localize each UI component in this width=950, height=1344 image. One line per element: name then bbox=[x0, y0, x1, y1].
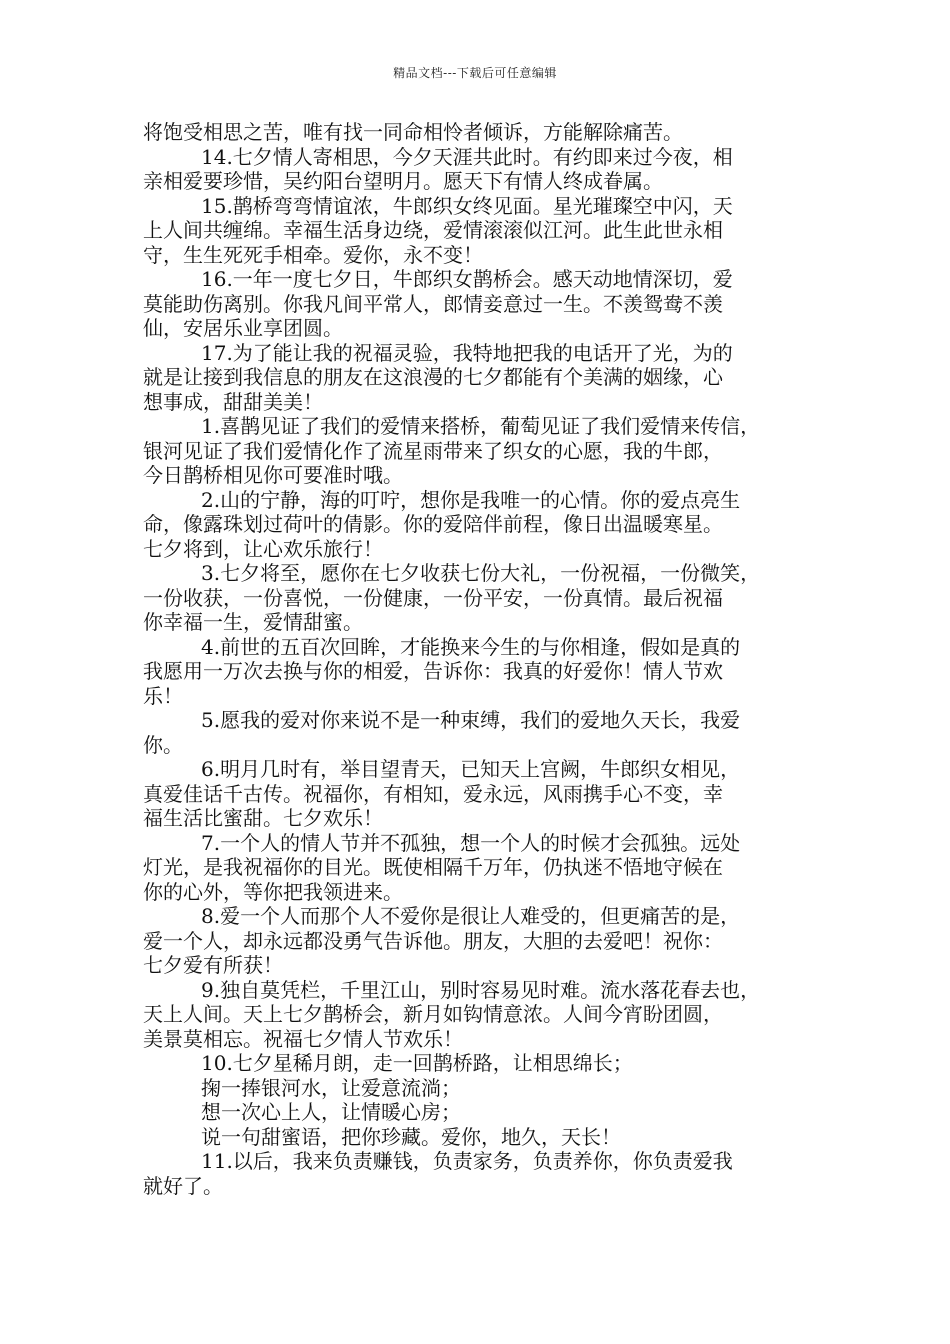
text-line: 8.爱一个人而那个人不爱你是很让人难受的，但更痛苦的是， bbox=[201, 904, 741, 928]
text-line: 爱一个人，却永远都没勇气告诉他。朋友，大胆的去爱吧！祝你： bbox=[143, 928, 723, 953]
text-line: 将饱受相思之苦，唯有找一同命相怜者倾诉，方能解除痛苦。 bbox=[143, 120, 683, 144]
document-body bbox=[143, 120, 813, 1198]
text-line: 就是让接到我信息的朋友在这浪漫的七夕都能有个美满的姻缘，心 bbox=[143, 365, 723, 389]
text-line: 11.以后，我来负责赚钱，负责家务，负责养你，你负责爱我 bbox=[201, 1149, 733, 1173]
text-line: 15.鹊桥弯弯情谊浓，牛郎织女终见面。星光璀璨空中闪，天 bbox=[201, 193, 733, 218]
text-line: 你的心外，等你把我领进来。 bbox=[143, 879, 403, 904]
text-line: 银河见证了我们爱情化作了流星雨带来了织女的心愿，我的牛郎， bbox=[143, 438, 723, 463]
text-line: 我愿用一万次去换与你的相爱，告诉你：我真的好爱你！情人节欢 bbox=[143, 659, 723, 683]
text-line: 今日鹊桥相见你可要准时哦。 bbox=[143, 463, 403, 487]
text-line: 2.山的宁静，海的叮咛，想你是我唯一的心情。你的爱点亮生 bbox=[201, 487, 741, 512]
text-line: 4.前世的五百次回眸，才能换来今生的与你相逢，假如是真的 bbox=[201, 634, 741, 659]
text-line: 美景莫相忘。祝福七夕情人节欢乐！ bbox=[143, 1026, 463, 1051]
text-line: 七夕爱有所获！ bbox=[143, 953, 283, 977]
text-line: 想一次心上人，让情暖心房； bbox=[201, 1100, 461, 1124]
text-line: 3.七夕将至，愿你在七夕收获七份大礼，一份祝福，一份微笑， bbox=[201, 561, 761, 585]
text-line: 6.明月几时有，举目望青天，已知天上宫阙，牛郎织女相见， bbox=[201, 757, 741, 781]
text-line: 10.七夕星稀月朗，走一回鹊桥路，让相思绵长； bbox=[201, 1051, 633, 1075]
text-line: 掬一捧银河水，让爱意流淌； bbox=[201, 1075, 461, 1100]
text-line: 真爱佳话千古传。祝福你，有相知，爱永远，风雨携手心不变，幸 bbox=[143, 781, 723, 806]
text-line: 就好了。 bbox=[143, 1173, 223, 1198]
text-line: 命，像露珠划过荷叶的倩影。你的爱陪伴前程，像日出温暖寒星。 bbox=[143, 512, 723, 536]
text-line: 17.为了能让我的祝福灵验，我特地把我的电话开了光，为的 bbox=[201, 340, 733, 365]
text-line: 16.一年一度七夕日，牛郎织女鹊桥会。感天动地情深切，爱 bbox=[201, 267, 733, 291]
text-line: 说一句甜蜜语，把你珍藏。爱你，地久，天长！ bbox=[201, 1124, 621, 1149]
text-line: 福生活比蜜甜。七夕欢乐！ bbox=[143, 806, 383, 830]
text-line: 上人间共缠绵。幸福生活身边绕，爱情滚滚似江河。此生此世永相 bbox=[143, 218, 723, 242]
text-line: 天上人间。天上七夕鹊桥会，新月如钩情意浓。人间今宵盼团圆， bbox=[143, 1002, 723, 1026]
text-line: 你。 bbox=[143, 732, 183, 757]
text-line: 你幸福一生，爱情甜蜜。 bbox=[143, 610, 363, 634]
text-line: 7.一个人的情人节并不孤独，想一个人的时候才会孤独。远处 bbox=[201, 830, 741, 855]
text-line: 莫能助伤离别。你我凡间平常人，郎情妾意过一生。不羡鸳鸯不羡 bbox=[143, 291, 723, 316]
text-line: 一份收获，一份喜悦，一份健康，一份平安，一份真情。最后祝福 bbox=[143, 585, 723, 610]
text-line: 乐！ bbox=[143, 683, 183, 708]
text-line: 守，生生死死手相牵。爱你，永不变！ bbox=[143, 242, 483, 267]
text-line: 14.七夕情人寄相思，今夕天涯共此时。有约即来过今夜，相 bbox=[201, 144, 733, 169]
text-line: 想事成，甜甜美美！ bbox=[143, 389, 323, 414]
text-line: 亲相爱要珍惜，吴约阳台望明月。愿天下有情人终成眷属。 bbox=[143, 169, 663, 193]
text-line: 七夕将到，让心欢乐旅行！ bbox=[143, 536, 383, 561]
page-header: 精品文档---下载后可任意编辑 bbox=[393, 66, 557, 80]
text-line: 1.喜鹊见证了我们的爱情来搭桥，葡萄见证了我们爱情来传信， bbox=[201, 414, 761, 438]
text-line: 灯光，是我祝福你的目光。既使相隔千万年，仍执迷不悟地守候在 bbox=[143, 855, 723, 879]
text-line: 仙，安居乐业享团圆。 bbox=[143, 316, 343, 340]
text-line: 9.独自莫凭栏，千里江山，别时容易见时难。流水落花春去也， bbox=[201, 977, 761, 1002]
text-line: 5.愿我的爱对你来说不是一种束缚，我们的爱地久天长，我爱 bbox=[201, 708, 741, 732]
